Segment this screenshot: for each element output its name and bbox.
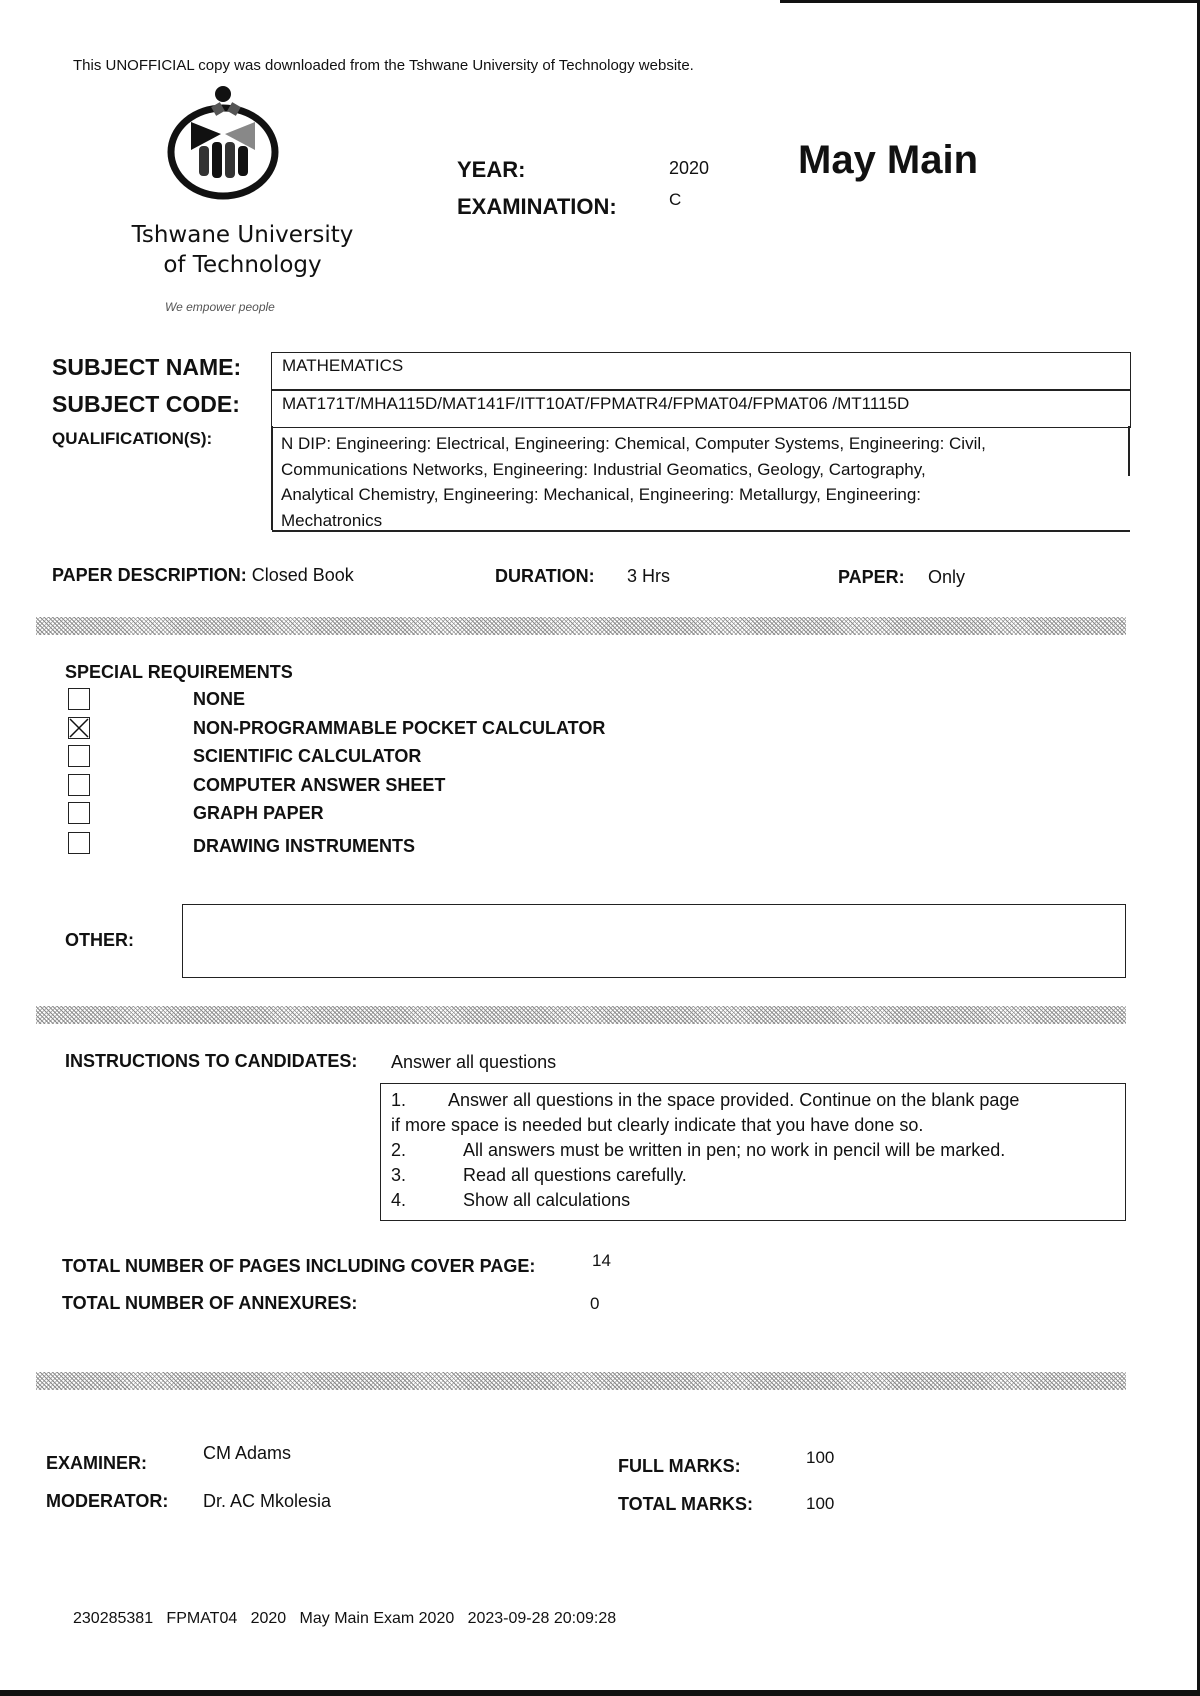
year-label: YEAR:: [457, 157, 526, 182]
subject-code-label: SUBJECT CODE:: [52, 391, 240, 417]
tut-logo-icon: [163, 80, 283, 210]
requirement-label-scientific-calculator: SCIENTIFIC CALCULATOR: [193, 746, 422, 766]
instructions-list: [391, 1088, 1111, 1213]
requirement-checkbox-scientific-calculator[interactable]: [68, 745, 90, 767]
footer-stamp: 230285381 FPMAT04 2020 May Main Exam 2020 2023-09-28 20:09:28: [73, 1610, 617, 1627]
qualification-label: QUALIFICATION(S):: [52, 429, 213, 448]
requirement-checkbox-graph-paper[interactable]: [68, 802, 90, 824]
moderator-value: Dr. AC Mkolesia: [203, 1491, 332, 1511]
subject-name-value: MATHEMATICS: [282, 356, 404, 375]
total-annexures-value: 0: [590, 1294, 600, 1313]
exam-title: May Main: [798, 138, 979, 182]
instruction-item-continuation: if more space is needed but clearly indicate that you have done so.: [391, 1115, 924, 1135]
qualification-line: Analytical Chemistry, Engineering: Mechanical, Engineering: Metallurgy, Engineering:: [281, 485, 922, 504]
requirement-checkbox-pocket-calculator[interactable]: [68, 717, 90, 739]
requirement-label-graph-paper: GRAPH PAPER: [193, 803, 324, 823]
qualification-box-left: [271, 426, 273, 530]
page-edge-bottom: [0, 1690, 1200, 1696]
paper-description: [52, 565, 354, 586]
university-tagline: We empower people: [165, 300, 275, 314]
examination-value: C: [669, 190, 682, 209]
requirement-checkbox-none[interactable]: [68, 688, 90, 710]
full-marks-label: FULL MARKS:: [618, 1456, 741, 1476]
duration-value: 3 Hrs: [627, 566, 671, 586]
qualification-line: N DIP: Engineering: Electrical, Engineering: Chemical, Computer Systems, Engineering: Civil,: [281, 434, 986, 453]
requirements-title: SPECIAL REQUIREMENTS: [65, 662, 293, 682]
check-x-icon: [69, 718, 89, 738]
qualification-list: [281, 431, 986, 533]
year-value: 2020: [669, 158, 710, 178]
instruction-item: 3. Read all questions carefully.: [391, 1165, 687, 1185]
total-pages-label: TOTAL NUMBER OF PAGES INCLUDING COVER PAGE:: [62, 1256, 536, 1276]
requirement-label-computer-answer-sheet: COMPUTER ANSWER SHEET: [193, 775, 446, 795]
page-edge-top: [780, 0, 1200, 3]
unofficial-notice: This UNOFFICIAL copy was downloaded from the Tshwane University of Technology website.: [73, 57, 694, 74]
paper-description-value: Closed Book: [251, 565, 354, 585]
qualification-line: Mechatronics: [281, 510, 383, 530]
requirement-label-none: NONE: [193, 689, 246, 709]
other-label: OTHER:: [65, 930, 134, 950]
paper-label: PAPER:: [838, 567, 905, 587]
qualification-line: Communications Networks, Engineering: Industrial Geomatics, Geology, Cartography,: [281, 459, 926, 479]
total-annexures-label: TOTAL NUMBER OF ANNEXURES:: [62, 1293, 358, 1313]
university-name: Tshwane University of Technology: [131, 222, 354, 278]
other-input-box[interactable]: [182, 904, 1126, 978]
examiner-value: CM Adams: [203, 1443, 292, 1463]
requirement-label-pocket-calculator: NON-PROGRAMMABLE POCKET CALCULATOR: [193, 718, 606, 738]
instruction-item: 2. All answers must be written in pen; no work in pencil will be marked.: [391, 1140, 1006, 1160]
instruction-item: 4. Show all calculations: [391, 1190, 631, 1210]
instruction-item: 1. Answer all questions in the space provided. Continue on the blank page: [391, 1090, 1020, 1110]
instructions-label: INSTRUCTIONS TO CANDIDATES:: [65, 1051, 358, 1071]
section-divider: [36, 1006, 1126, 1024]
examination-label: EXAMINATION:: [457, 194, 617, 219]
total-marks-label: TOTAL MARKS:: [618, 1494, 753, 1514]
subject-code-value: MAT171T/MHA115D/MAT141F/ITT10AT/FPMATR4/FPMAT04/FPMAT06 /MT1115D: [282, 394, 910, 413]
requirement-checkbox-computer-answer-sheet[interactable]: [68, 774, 90, 796]
full-marks-value: 100: [806, 1448, 835, 1467]
paper-value: Only: [928, 567, 966, 587]
requirement-checkbox-drawing-instruments[interactable]: [68, 832, 90, 854]
moderator-label: MODERATOR:: [46, 1491, 169, 1511]
section-divider: [36, 1372, 1126, 1390]
qualification-box-right: [1128, 426, 1130, 476]
section-divider: [36, 617, 1126, 635]
instructions-summary: Answer all questions: [391, 1052, 557, 1072]
examiner-label: EXAMINER:: [46, 1453, 148, 1473]
subject-box-divider: [272, 389, 1130, 391]
duration-label: DURATION:: [495, 566, 595, 586]
total-pages-value: 14: [592, 1251, 611, 1270]
total-marks-value: 100: [806, 1494, 835, 1513]
paper-description-label: PAPER DESCRIPTION:: [52, 565, 247, 585]
subject-name-label: SUBJECT NAME:: [52, 354, 242, 380]
requirement-label-drawing-instruments: DRAWING INSTRUMENTS: [193, 836, 415, 856]
